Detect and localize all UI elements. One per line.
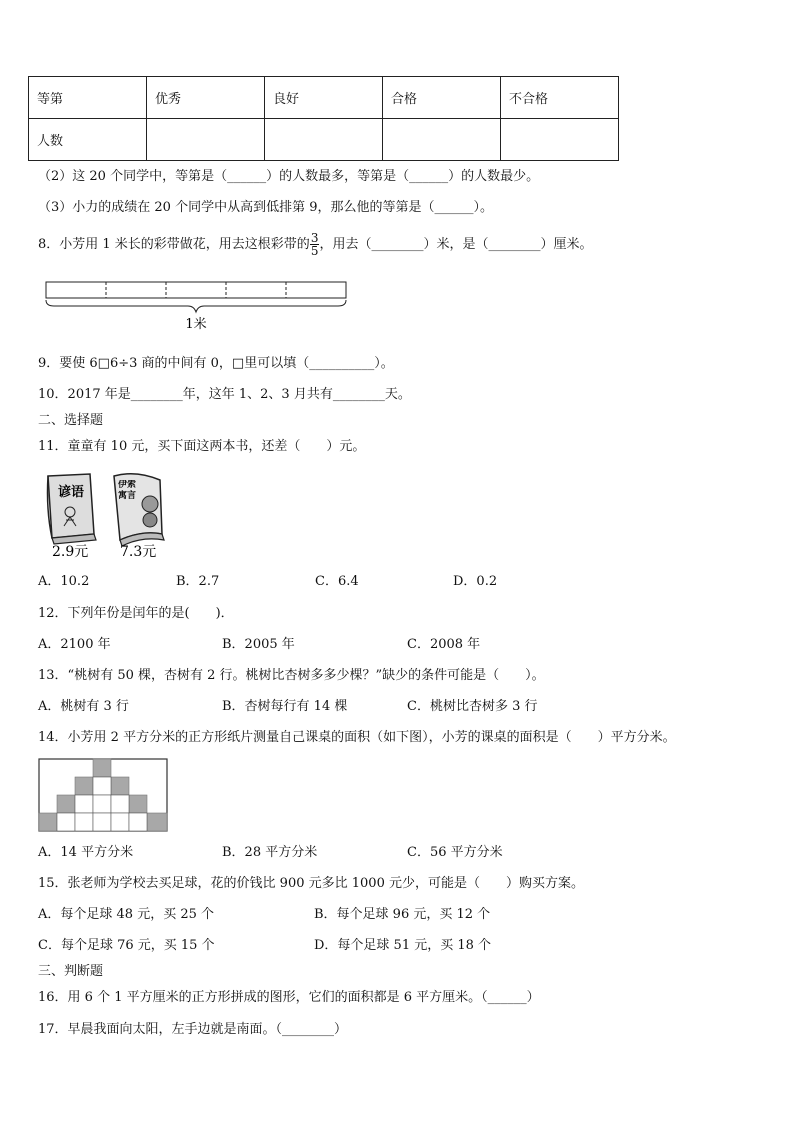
q13-option-a[interactable]: A．桃树有 3 行 xyxy=(38,699,129,714)
table-header-cell: 合格 xyxy=(383,77,501,119)
answer-cell[interactable] xyxy=(265,119,383,161)
books-illustration xyxy=(42,470,177,562)
section-title-choice: 二、选择题 xyxy=(38,413,104,428)
diagram-label: 1米 xyxy=(185,317,207,332)
question-7-part-3: （3）小力的成绩在 20 个同学中从高到低排第 9，那么他的等第是（______）。 xyxy=(38,200,493,215)
table-header-cell: 等第 xyxy=(29,77,147,119)
question-9: 9．要使 6□6÷3 商的中间有 0，□里可以填（__________）。 xyxy=(38,356,394,371)
q14-option-c[interactable]: C．56 平方分米 xyxy=(407,845,503,860)
question-7-part-2: （2）这 20 个同学中，等第是（______）的人数最多，等第是（______）的人数最少。 xyxy=(38,169,540,184)
table-row xyxy=(29,77,619,119)
q13-option-b[interactable]: B．杏树每行有 14 棵 xyxy=(222,699,348,714)
question-16: 16．用 6 个 1 平方厘米的正方形拼成的图形，它们的面积都是 6 平方厘米。（______） xyxy=(38,990,540,1005)
question-8-suffix: ，用去（________）米，是（________）厘米。 xyxy=(319,237,593,252)
question-8-prefix: 8．小芳用 1 米长的彩带做花，用去这根彩带的 xyxy=(38,237,310,252)
q15-option-c[interactable]: C．每个足球 76 元，买 15 个 xyxy=(38,938,215,953)
fraction-numerator: 3 xyxy=(310,231,319,245)
section-title-judgment: 三、判断题 xyxy=(38,964,104,979)
table-header-cell: 不合格 xyxy=(501,77,619,119)
table-row xyxy=(29,119,619,161)
desk-tiling-diagram xyxy=(38,758,170,834)
book-icon xyxy=(114,474,164,546)
table-header-cell: 良好 xyxy=(265,77,383,119)
ribbon-bar xyxy=(46,282,346,298)
q13-option-c[interactable]: C．桃树比杏树多 3 行 xyxy=(407,699,538,714)
book-1-price: 2.9元 xyxy=(52,544,89,560)
brace xyxy=(46,300,346,312)
answer-cell[interactable] xyxy=(147,119,265,161)
question-13: 13．“桃树有 50 棵，杏树有 2 行。桃树比杏树多多少棵？”缺少的条件可能是（ ）。 xyxy=(38,668,545,683)
book-icon xyxy=(48,474,97,544)
question-10: 10．2017 年是________年，这年 1、2、3 月共有________天。 xyxy=(38,387,411,402)
question-11: 11．童童有 10 元，买下面这两本书，还差（ ）元。 xyxy=(38,439,366,454)
q12-option-c[interactable]: C．2008 年 xyxy=(407,637,481,652)
question-8 xyxy=(38,231,592,259)
question-12: 12．下列年份是闰年的是( )． xyxy=(38,606,234,621)
q11-option-d[interactable]: D．0.2 xyxy=(453,574,498,589)
q12-option-a[interactable]: A．2100 年 xyxy=(38,637,111,652)
book-2-price: 7.3元 xyxy=(120,544,157,560)
fraction-denominator: 5 xyxy=(310,244,319,258)
book-1-title: 谚语 xyxy=(57,485,85,500)
q11-option-c[interactable]: C．6.4 xyxy=(315,574,359,589)
q11-option-a[interactable]: A．10.2 xyxy=(38,574,90,589)
grade-table xyxy=(28,76,619,161)
q14-option-a[interactable]: A．14 平方分米 xyxy=(38,845,134,860)
q14-option-b[interactable]: B．28 平方分米 xyxy=(222,845,318,860)
book-2-title: 伊索寓言 xyxy=(117,480,136,501)
answer-cell[interactable] xyxy=(501,119,619,161)
q15-option-d[interactable]: D．每个足球 51 元，买 18 个 xyxy=(314,938,492,953)
question-17: 17．早晨我面向太阳，左手边就是南面。（________） xyxy=(38,1022,348,1037)
q15-option-a[interactable]: A．每个足球 48 元，买 25 个 xyxy=(38,907,215,922)
question-14: 14．小芳用 2 平方分米的正方形纸片测量自己课桌的面积（如下图），小芳的课桌的面积是（ ）平方分米。 xyxy=(38,730,676,745)
answer-cell[interactable] xyxy=(383,119,501,161)
q12-option-b[interactable]: B．2005 年 xyxy=(222,637,295,652)
q15-option-b[interactable]: B．每个足球 96 元，买 12 个 xyxy=(314,907,491,922)
table-header-cell: 优秀 xyxy=(147,77,265,119)
table-row-label: 人数 xyxy=(29,119,147,161)
q11-option-b[interactable]: B．2.7 xyxy=(176,574,220,589)
fraction xyxy=(310,232,320,257)
question-15: 15．张老师为学校去买足球，花的价钱比 900 元多比 1000 元少，可能是（ ）购买方案。 xyxy=(38,876,584,891)
ribbon-diagram xyxy=(40,278,360,334)
